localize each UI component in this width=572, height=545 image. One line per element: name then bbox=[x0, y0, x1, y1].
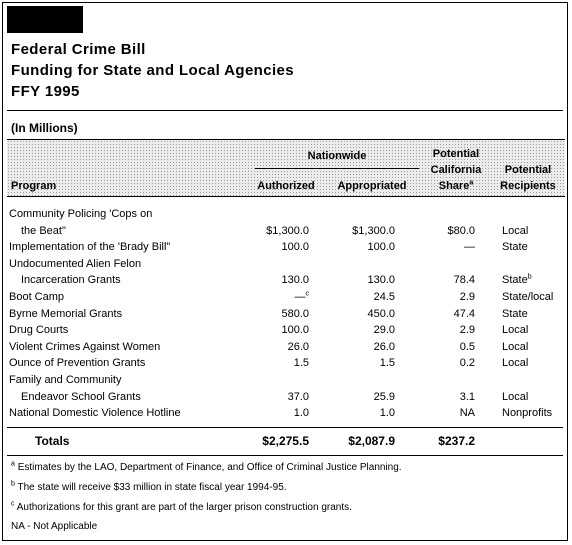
ca-share-cell: 2.9 bbox=[459, 291, 475, 303]
authorized-value: 1.5 bbox=[293, 357, 309, 370]
appropriated-cell: 1.0 bbox=[379, 407, 395, 420]
document-frame bbox=[2, 2, 568, 541]
authorized-value: 100.0 bbox=[281, 241, 309, 254]
authorized-cell bbox=[266, 223, 309, 239]
recipients-value: Local bbox=[502, 224, 529, 237]
program-cell: the Beat" bbox=[21, 224, 66, 237]
title-line: Federal Crime Bill bbox=[11, 41, 146, 58]
program-cell: Undocumented Alien Felon bbox=[9, 257, 142, 270]
program-cell: Byrne Memorial Grants bbox=[9, 307, 123, 320]
recipients-value: State bbox=[502, 307, 528, 320]
table-row bbox=[3, 306, 569, 323]
footnote-text: The state will receive $33 million in state fiscal year 1994-95. bbox=[17, 482, 287, 493]
header-program: Program bbox=[11, 180, 57, 192]
authorized-cell bbox=[281, 322, 309, 338]
recipients-cell bbox=[502, 389, 528, 405]
recipients-value: State bbox=[502, 241, 528, 254]
recipients-value: Local bbox=[502, 390, 529, 403]
appropriated-cell: 29.0 bbox=[373, 324, 395, 337]
authorized-value: 26.0 bbox=[287, 340, 309, 353]
recipients-cell bbox=[502, 355, 528, 371]
authorized-cell bbox=[294, 355, 309, 371]
nationwide-underline bbox=[255, 168, 419, 169]
header-ca-text: Share bbox=[438, 180, 470, 192]
recipients-value: Local bbox=[502, 324, 529, 337]
header-ca-line: California bbox=[430, 164, 482, 176]
footnote-text: Authorizations for this grant are part of the larger prison construction grants. bbox=[16, 502, 352, 513]
table-row bbox=[3, 372, 569, 389]
recipients-cell bbox=[502, 272, 532, 288]
title-divider bbox=[7, 110, 563, 111]
program-cell: National Domestic Violence Hotline bbox=[9, 407, 181, 420]
authorized-value: 100.0 bbox=[281, 324, 309, 337]
totals-authorized: $2,275.5 bbox=[262, 434, 309, 448]
table-row bbox=[3, 405, 569, 422]
program-cell: Boot Camp bbox=[9, 291, 65, 303]
recipients-value: State bbox=[502, 274, 528, 287]
footnote bbox=[11, 481, 287, 495]
totals-row bbox=[3, 432, 569, 450]
authorized-cell bbox=[281, 306, 309, 322]
units-label: (In Millions) bbox=[11, 121, 78, 135]
recipients-cell bbox=[502, 223, 528, 239]
footnote-text: NA - Not Applicable bbox=[11, 521, 98, 532]
recipients-value: Nonprofits bbox=[502, 407, 553, 420]
appropriated-cell: 100.0 bbox=[367, 241, 395, 254]
header-appropriated: Appropriated bbox=[337, 180, 407, 192]
authorized-value: 1.0 bbox=[293, 407, 309, 420]
title-line: Funding for State and Local Agencies bbox=[11, 62, 295, 79]
authorized-cell bbox=[294, 405, 309, 421]
table-row bbox=[3, 223, 569, 240]
header-recipients bbox=[493, 162, 563, 194]
table-row bbox=[3, 206, 569, 223]
table-row bbox=[3, 322, 569, 339]
ca-share-cell: — bbox=[464, 241, 475, 254]
appropriated-cell: 26.0 bbox=[373, 340, 395, 353]
table-row bbox=[3, 289, 569, 306]
authorized-value: $1,300.0 bbox=[266, 224, 309, 237]
authorized-cell bbox=[281, 239, 309, 255]
recipients-cell bbox=[502, 289, 553, 305]
program-cell: Incarceration Grants bbox=[21, 274, 121, 287]
header-ca-line bbox=[423, 178, 489, 194]
totals-appropriated: $2,087.9 bbox=[348, 434, 395, 448]
program-cell: Implementation of the 'Brady Bill" bbox=[9, 241, 171, 254]
program-cell: Ounce of Prevention Grants bbox=[9, 357, 146, 370]
footnote-mark: a bbox=[11, 460, 15, 468]
appropriated-cell: 1.5 bbox=[379, 357, 395, 370]
footnote bbox=[11, 461, 402, 475]
recipients-cell bbox=[502, 322, 528, 338]
ca-share-cell: 78.4 bbox=[453, 274, 475, 287]
document-title bbox=[11, 39, 294, 102]
authorized-value: 130.0 bbox=[281, 274, 309, 287]
black-tab-block bbox=[7, 6, 83, 33]
totals-label: Totals bbox=[35, 434, 70, 448]
table-header bbox=[7, 139, 565, 197]
table-row bbox=[3, 355, 569, 372]
appropriated-cell: 24.5 bbox=[373, 291, 395, 303]
totals-divider bbox=[7, 427, 563, 428]
table-row bbox=[3, 389, 569, 406]
ca-share-cell: 0.2 bbox=[459, 357, 475, 370]
program-cell: Violent Crimes Against Women bbox=[9, 340, 161, 353]
header-nationwide: Nationwide bbox=[307, 150, 367, 162]
header-rec-line: Potential bbox=[504, 164, 552, 176]
recipients-value: Local bbox=[502, 357, 529, 370]
footnote-mark: b bbox=[11, 480, 15, 488]
footnote-mark: c bbox=[11, 500, 15, 508]
authorized-cell bbox=[288, 339, 309, 355]
ca-share-cell: $80.0 bbox=[447, 224, 475, 237]
program-cell: Drug Courts bbox=[9, 324, 69, 337]
authorized-value: 580.0 bbox=[281, 307, 309, 320]
appropriated-cell: 450.0 bbox=[367, 307, 395, 320]
header-ca-line: Potential bbox=[432, 148, 480, 160]
footnote bbox=[11, 501, 352, 515]
recipients-cell bbox=[502, 306, 528, 322]
ca-share-cell: 3.1 bbox=[459, 390, 475, 403]
title-line: FFY 1995 bbox=[11, 83, 80, 100]
authorized-value: 37.0 bbox=[287, 390, 309, 403]
recipients-value: Local bbox=[502, 340, 529, 353]
footnote-marker: b bbox=[527, 273, 532, 281]
footnote-marker: a bbox=[469, 179, 474, 187]
ca-share-cell: 0.5 bbox=[459, 340, 475, 353]
ca-share-cell: NA bbox=[459, 407, 475, 420]
footnote bbox=[11, 520, 97, 534]
header-rec-line: Recipients bbox=[500, 180, 556, 192]
header-authorized: Authorized bbox=[257, 180, 315, 192]
appropriated-cell: $1,300.0 bbox=[352, 224, 395, 237]
header-california-share bbox=[423, 146, 489, 194]
ca-share-cell: 2.9 bbox=[459, 324, 475, 337]
authorized-cell bbox=[295, 289, 310, 305]
program-cell: Family and Community bbox=[9, 374, 122, 386]
authorized-cell bbox=[281, 272, 309, 288]
ca-share-cell: 47.4 bbox=[453, 307, 475, 320]
table-row bbox=[3, 256, 569, 273]
program-cell: Endeavor School Grants bbox=[21, 390, 141, 403]
totals-ca-share: $237.2 bbox=[438, 434, 475, 448]
recipients-value: State/local bbox=[502, 291, 554, 303]
footnote-marker: c bbox=[305, 290, 309, 298]
program-cell: Community Policing 'Cops on bbox=[9, 208, 153, 220]
table-row bbox=[3, 339, 569, 356]
table-row bbox=[3, 239, 569, 256]
footnote-text: Estimates by the LAO, Department of Finance, and Office of Criminal Justice Planning. bbox=[17, 462, 402, 473]
footnote-divider bbox=[7, 455, 563, 456]
appropriated-cell: 25.9 bbox=[373, 390, 395, 403]
authorized-cell bbox=[288, 389, 309, 405]
authorized-value: — bbox=[294, 291, 306, 303]
recipients-cell bbox=[502, 405, 552, 421]
recipients-cell bbox=[502, 239, 528, 255]
recipients-cell bbox=[502, 339, 528, 355]
table-row bbox=[3, 272, 569, 289]
appropriated-cell: 130.0 bbox=[367, 274, 395, 287]
